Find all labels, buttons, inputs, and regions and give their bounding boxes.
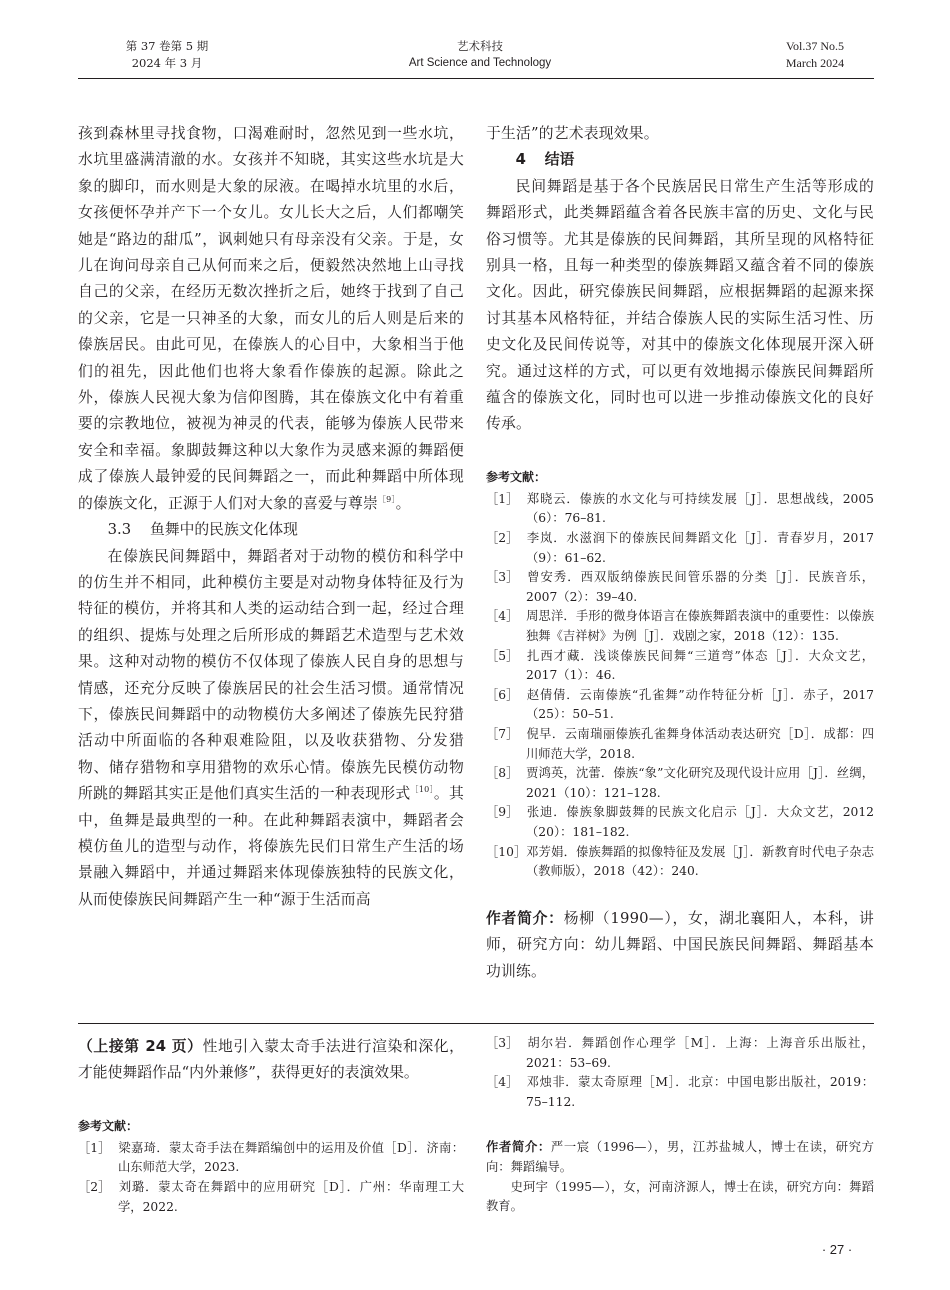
right-column <box>486 121 874 985</box>
reference-number: ［3］ <box>486 570 519 585</box>
reference-text: 贾鸿英，沈蕾．傣族“象”文化研究及现代设计应用［J］．丝绸，2021（10）：121–128. <box>526 766 874 800</box>
continued-author-bio-2: 史珂宇（1995—），女，河南济源人，博士在读，研究方向：舞蹈教育。 <box>486 1179 874 1214</box>
header-date-en: March 2024 <box>785 56 845 70</box>
reference-text: 郑晓云．傣族的水文化与可持续发展［J］．思想战线，2005（6）：76–81. <box>526 491 874 526</box>
continued-author-bio-1: 作者简介：严一宸（1996—），男，江苏盐城人，博士在读，研究方向：舞蹈编导。 <box>486 1140 874 1174</box>
reference-item <box>486 843 874 882</box>
reference-number: ［4］ <box>486 1075 519 1090</box>
reference-item <box>486 686 874 725</box>
reference-text: 梁嘉琦．蒙太奇手法在舞蹈编创中的运用及价值［D］．济南：山东师范大学，2023. <box>118 1140 464 1175</box>
reference-text: 胡尔岩．舞蹈创作心理学［M］．上海：上海音乐出版社，2021：53–69. <box>526 1036 874 1070</box>
reference-text: 赵倩倩．云南傣族“孔雀舞”动作特征分析［J］．赤子，2017（25）：50–51. <box>526 687 874 722</box>
journal-name-en: Art Science and Technology <box>408 57 552 69</box>
continued-references-title: 参考文献： <box>78 1118 139 1133</box>
paragraph-fish-dance: 在傣族民间舞蹈中，舞蹈者对于动物的模仿和科学中的仿生并不相同，此种模仿主要是对动物身体特征及行为特征的模仿，并将其和人类的运动结合到一起，经过合理的组织、提炼与处理之后所形成的舞蹈艺术造型与艺术效果。这种对动物的模仿不仅体现了傣族人民自身的思想与情感，还充分反映了傣族居民的社会生活习惯。通常情况下，傣族民间舞蹈中的动物模仿大多阐述了傣族先民狩猎活动中所面临的各种艰难险阻，以及收获猎物、分发猎物、储存猎物和享用猎物的欢乐心情。傣族先民模仿动物所跳的舞蹈其实正是他们真实生活的一种表现形式$^{[10]}$。其中，鱼舞是最典型的一种。在此种舞蹈表演中，舞蹈者会模仿鱼儿的造型与动作，将傣族先民们日常生产生活的场景融入舞蹈中，并通过舞蹈来体现傣族独特的民族文化，从而使傣族民间舞蹈产生一种“源于生活而高 <box>78 547 465 908</box>
reference-number: ［8］ <box>486 766 519 781</box>
reference-text: 刘璐．蒙太奇在舞蹈中的应用研究［D］．广州：华南理工大学，2022. <box>118 1180 464 1214</box>
citation-10: ［10］ <box>410 785 434 795</box>
header-volume: 第 37 卷第 5 期 <box>125 39 209 53</box>
continued-article-left <box>78 1034 464 1217</box>
continued-paragraph: （上接第 24 页）性地引入蒙太奇手法进行渲染和深化，才能使舞蹈作品“内外兼修”，获得更好的表演效果。 <box>78 1038 464 1082</box>
reference-number: ［9］ <box>486 805 519 820</box>
reference-item <box>486 1073 874 1112</box>
reference-item <box>78 1178 464 1217</box>
header-issue <box>112 38 222 72</box>
continued-references-left <box>78 1139 464 1217</box>
reference-item <box>78 1139 464 1178</box>
reference-number: ［1］ <box>78 1140 111 1155</box>
references-list <box>486 490 874 882</box>
paragraph-elephant: 孩到森林里寻找食物，口渴难耐时，忽然见到一些水坑，水坑里盛满清澈的水。女孩并不知晓，其实这些水坑是大象的脚印，而水则是大象的尿液。在喝掉水坑里的水后，女孩便怀孕并产下一个女儿。女儿长大之后，人们都嘲笑她是“路边的甜瓜”，讽刺她只有母亲没有父亲。于是，女儿在询问母亲自己从何而来之后，便毅然决然地上山寻找自己的父亲，在经历无数次挫折之后，她终于找到了自己的父亲，它是一只神圣的大象，而女儿的后人则是后来的傣族居民。由此可见，在傣族人的心目中，大象相当于他们的祖先，因此他们也将大象看作傣族的起源。除此之外，傣族人民视大象为信仰图腾，其在傣族文化中有着重要的宗教地位，被视为神灵的代表，能够为傣族人民带来安全和幸福。象脚鼓舞这种以大象作为灵感来源的舞蹈便成了傣族人最钟爱的民间舞蹈之一，而此种舞蹈中所体现的傣族文化，正源于人们对大象的喜爱与尊崇$^{[9]}$。 <box>78 125 464 512</box>
section-3-3-heading: 3.3 鱼舞中的民族文化体现 <box>107 521 298 539</box>
continued-article-right <box>486 1034 874 1217</box>
reference-number: ［2］ <box>486 531 519 546</box>
reference-number: ［4］ <box>486 609 519 624</box>
paragraph-continuation: 于生活”的艺术表现效果。 <box>486 125 659 142</box>
reference-text: 倪早．云南瑞丽傣族孔雀舞身体活动表达研究［D］．成都：四川师范大学，2018. <box>526 727 874 761</box>
reference-item <box>486 764 874 803</box>
section-divider <box>78 1023 874 1024</box>
citation-9: ［9］ <box>377 494 396 504</box>
paragraph-conclusion: 民间舞蹈是基于各个民族居民日常生产生活等形成的舞蹈形式，此类舞蹈蕴含着各民族丰富的历史、文化与民俗习惯等。尤其是傣族的民间舞蹈，其所呈现的风格特征别具一格，且每一种类型的傣族舞蹈又蕴含着不同的傣族文化。因此，研究傣族民间舞蹈，应根据舞蹈的起源来探讨其基本风格特征，并结合傣族人民的实际生活习性、历史文化及民间传说等，对其中的傣族文化体现展开深入研究。通过这样的方式，可以更有效地揭示傣族民间舞蹈所蕴含的傣族文化，同时也可以进一步推动傣族文化的良好传承。 <box>486 177 874 433</box>
page-number: · 27 · <box>821 1242 853 1257</box>
reference-item <box>486 803 874 842</box>
continued-references-right <box>486 1034 874 1112</box>
reference-text: 李岚．水滋润下的傣族民间舞蹈文化［J］．青春岁月，2017（9）：61–62. <box>526 531 874 565</box>
reference-number: ［1］ <box>486 491 519 506</box>
header-volume-en: Vol.37 No.5 <box>785 39 845 53</box>
reference-text: 扎西才藏．浅谈傣族民间舞“三道弯”体态［J］．大众文艺，2017（1）：46. <box>526 648 874 683</box>
reference-number: ［3］ <box>486 1036 519 1050</box>
reference-number: ［2］ <box>78 1180 111 1194</box>
header-journal <box>390 38 570 72</box>
reference-number: ［7］ <box>486 727 519 741</box>
reference-text: 曾安秀．西双版纳傣族民间管乐器的分类［J］．民族音乐，2007（2）：39–40. <box>526 570 874 604</box>
left-column <box>78 121 464 913</box>
header-date: 2024 年 3 月 <box>131 56 203 70</box>
journal-name-cn: 艺术科技 <box>457 39 503 53</box>
header-rule <box>78 78 874 79</box>
header-issue-en <box>760 38 870 72</box>
reference-text: 张迪．傣族象脚鼓舞的民族文化启示［J］．大众文艺，2012（20）：181–182. <box>526 805 874 839</box>
reference-item <box>486 529 874 568</box>
references-title: 参考文献： <box>486 469 547 484</box>
reference-item <box>486 647 874 686</box>
reference-item <box>486 568 874 607</box>
reference-number: ［6］ <box>486 687 519 702</box>
reference-number: ［10］ <box>486 844 527 859</box>
reference-text: 周思洋．手形的微身体语言在傣族舞蹈表演中的重要性：以傣族独舞《吉祥树》为例［J］．戏剧之家，2018（12）：135. <box>526 609 874 644</box>
reference-item <box>486 1034 874 1073</box>
section-4-heading: 4 结语 <box>515 151 575 169</box>
reference-item <box>486 490 874 529</box>
author-bio: 作者简介：杨柳（1990—），女，湖北襄阳人，本科，讲师，研究方向：幼儿舞蹈、中国民族民间舞蹈、舞蹈基本功训练。 <box>486 909 874 980</box>
reference-text: 邓芳娟．傣族舞蹈的拟像特征及发展［J］．新教育时代电子杂志（教师版），2018（42）：240. <box>526 844 874 879</box>
reference-text: 邓烛非．蒙太奇原理［M］．北京：中国电影出版社，2019：75–112. <box>526 1075 874 1109</box>
reference-item <box>486 607 874 646</box>
reference-number: ［5］ <box>486 648 519 663</box>
reference-item <box>486 725 874 764</box>
